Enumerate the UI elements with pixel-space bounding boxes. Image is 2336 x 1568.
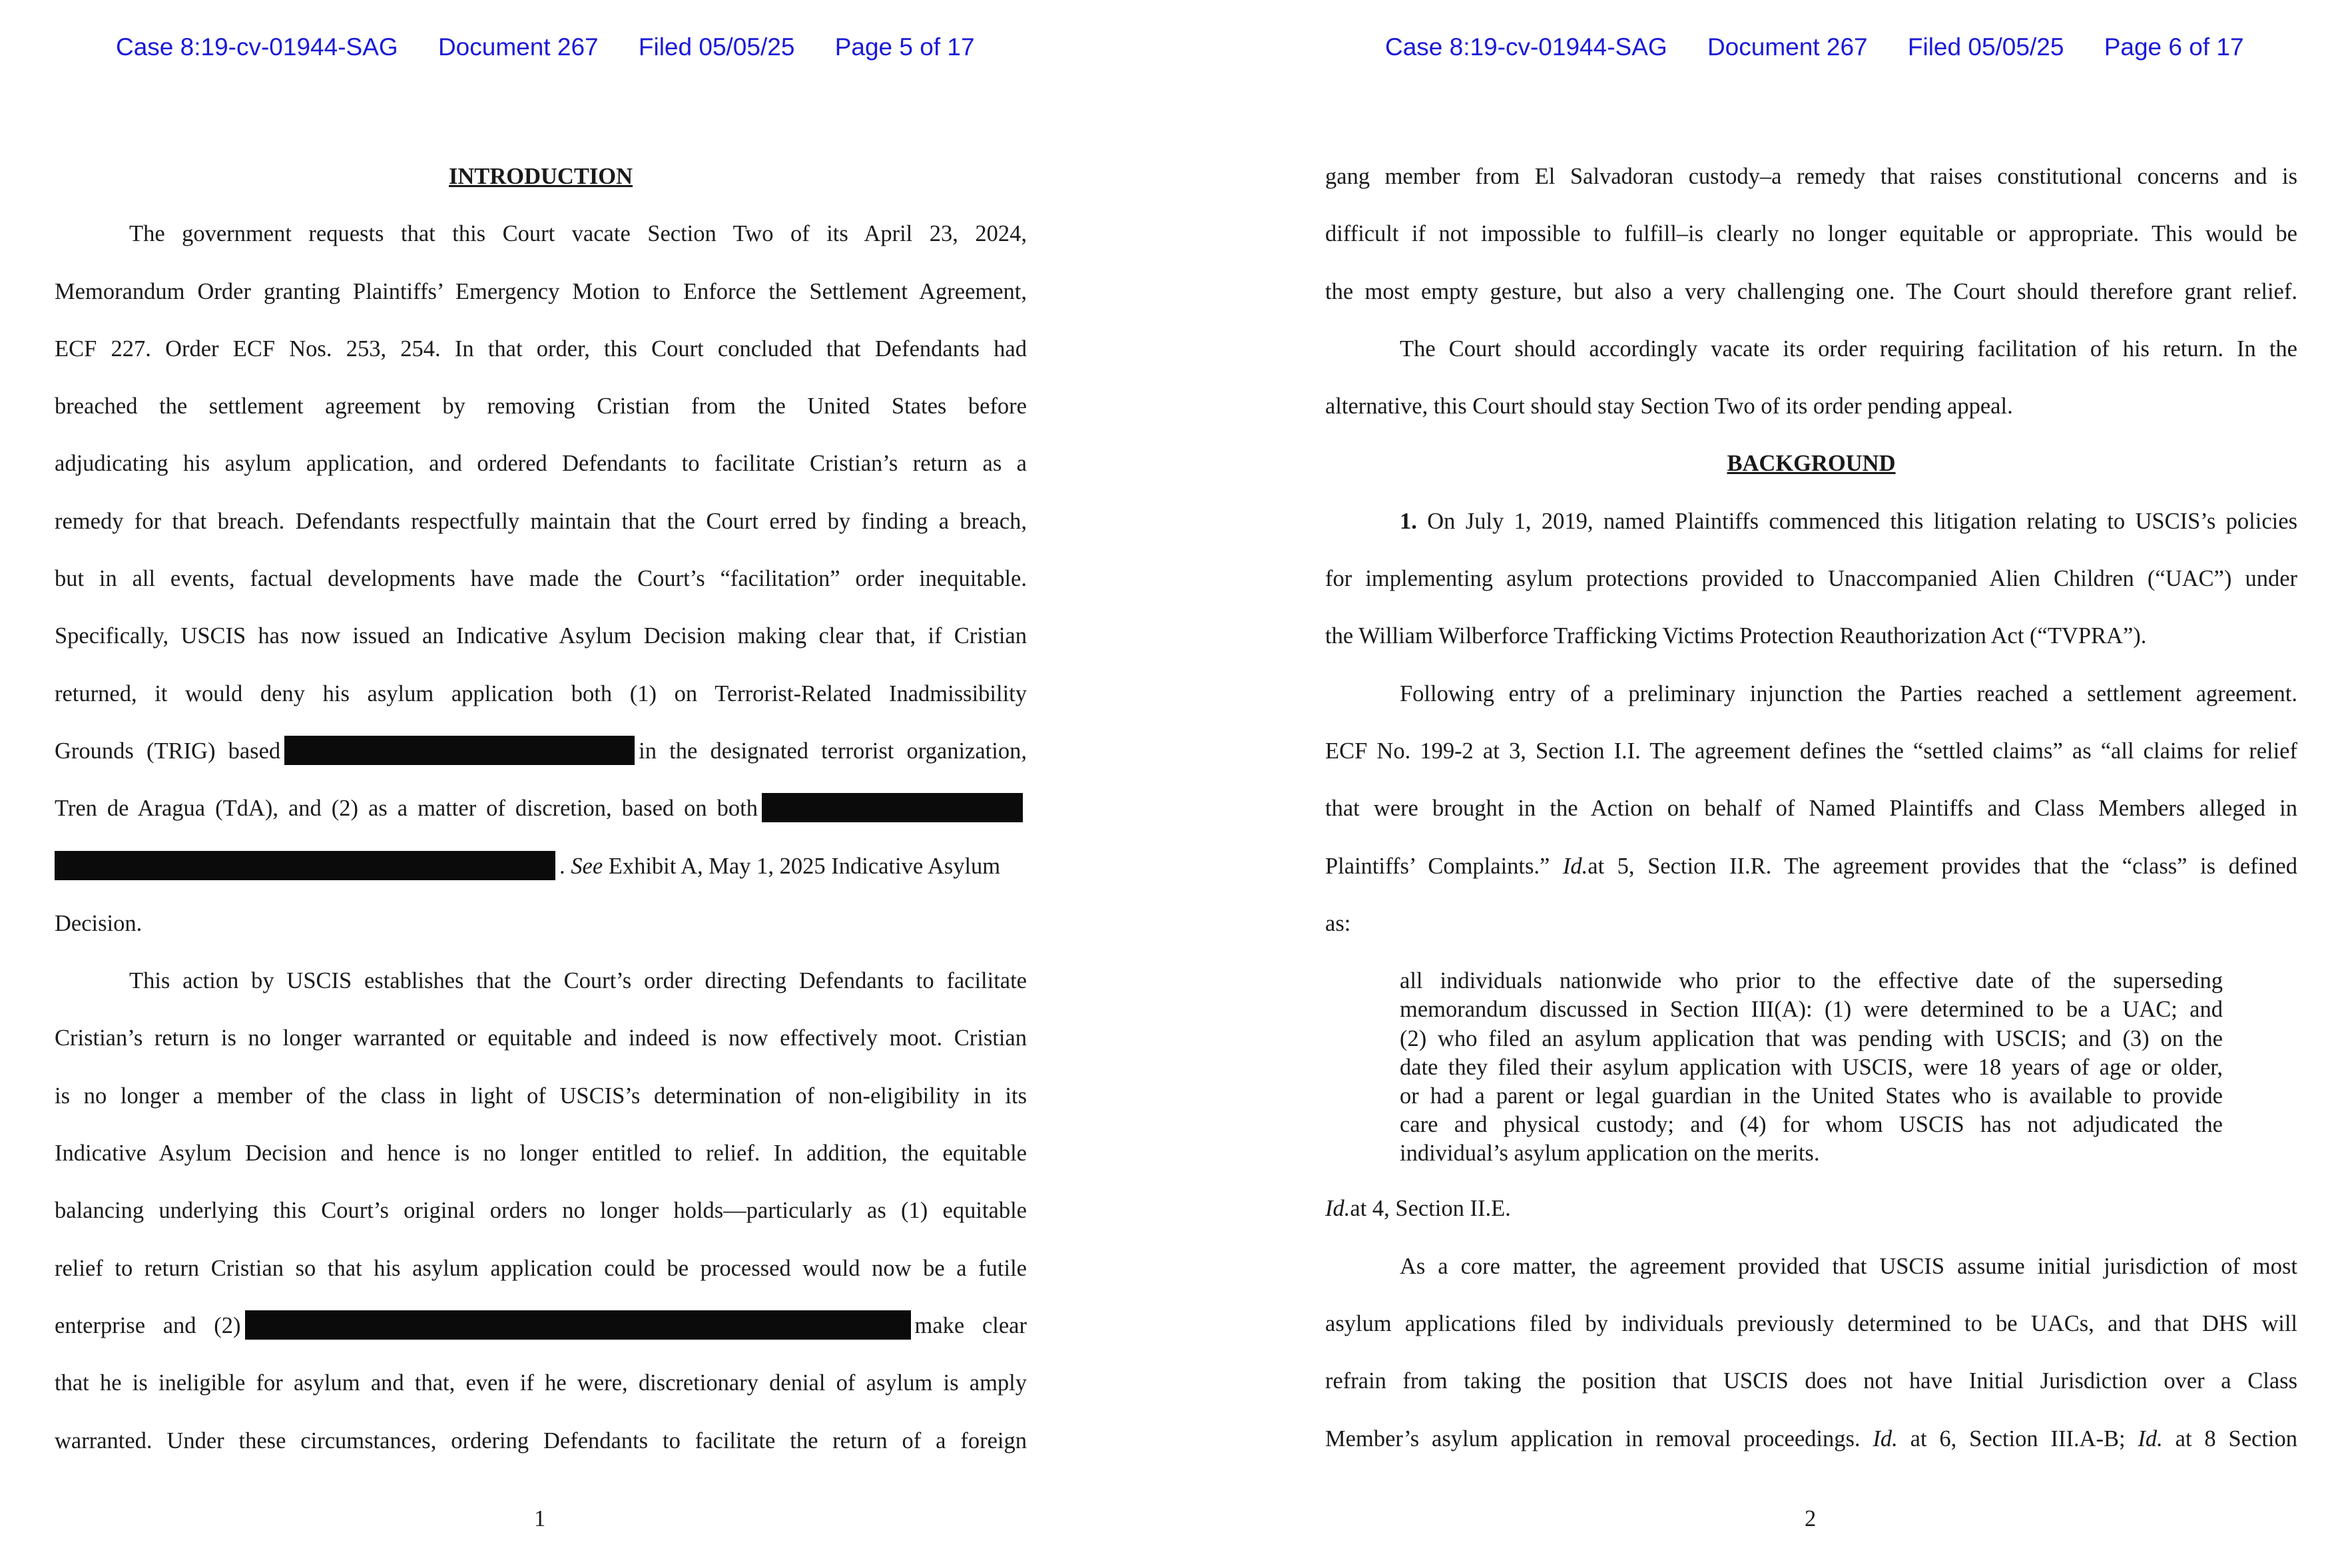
page-body xyxy=(55,148,1027,1469)
text-line: This action by USCIS establishes that the Court’s order directing Defendants to facilitate xyxy=(129,968,1027,994)
text-line: is no longer a member of the class in light of USCIS’s determination of non-eligibility in its xyxy=(55,1083,1027,1109)
text-line: As a core matter, the agreement provided that USCIS assume initial jurisdiction of most xyxy=(1400,1253,2297,1279)
document-number: Document 267 xyxy=(1707,33,1868,61)
text-line: Cristian’s return is no longer warranted or equitable and indeed is now effectively moot. Cristian xyxy=(55,1025,1027,1051)
filing-header xyxy=(1385,33,2244,73)
text-line: Id.at 4, Section II.E. xyxy=(1325,1196,1511,1222)
text-line: the William Wilberforce Trafficking Victims Protection Reauthorization Act (“TVPRA”). xyxy=(1325,623,2147,649)
text-line: Indicative Asylum Decision and hence is no longer entitled to relief. In addition, the equitable xyxy=(55,1141,1027,1167)
redaction-box xyxy=(762,793,1023,822)
text-line: Memorandum Order granting Plaintiffs’ Emergency Motion to Enforce the Settlement Agreement, xyxy=(55,278,1027,304)
section-heading: BACKGROUND xyxy=(1727,451,1896,477)
text-line: balancing underlying this Court’s original orders no longer holds—particularly as (1) equitable xyxy=(55,1198,1027,1224)
text-line: . See Exhibit A, May 1, 2025 Indicative Asylum xyxy=(55,838,1027,895)
text-line: The government requests that this Court vacate Section Two of its April 23, 2024, xyxy=(129,221,1027,247)
quote-line: care and physical custody; and (4) for whom USCIS has not adjudicated the xyxy=(1400,1112,2223,1138)
text-line: refrain from taking the position that USCIS does not have Initial Jurisdiction over a Class xyxy=(1325,1368,2297,1394)
text-line: Tren de Aragua (TdA), and (2) as a matter of discretion, based on both xyxy=(55,780,1027,837)
text-line: returned, it would deny his asylum application both (1) on Terrorist-Related Inadmissibility xyxy=(55,680,1027,706)
block-quote xyxy=(1400,967,2223,1168)
text-line: ECF 227. Order ECF Nos. 253, 254. In that order, this Court concluded that Defendants had xyxy=(55,336,1027,362)
text-line: that were brought in the Action on behalf of Named Plaintiffs and Class Members alleged in xyxy=(1325,796,2297,822)
text-line: asylum applications filed by individuals previously determined to be UACs, and that DHS will xyxy=(1325,1311,2297,1337)
text-line: Grounds (TRIG) based in the designated terrorist organization, xyxy=(55,722,1027,780)
text-line: warranted. Under these circumstances, ordering Defendants to facilitate the return of a foreign xyxy=(55,1428,1027,1453)
redaction-box xyxy=(245,1310,911,1340)
text-line: breached the settlement agreement by removing Cristian from the United States before xyxy=(55,393,1027,419)
filed-date: Filed 05/05/25 xyxy=(1907,33,2064,61)
page-right xyxy=(1168,0,2336,1568)
text-line: remedy for that breach. Defendants respectfully maintain that the Court erred by finding a breach, xyxy=(55,508,1027,534)
text-line: that he is ineligible for asylum and that, even if he were, discretionary denial of asylum is amply xyxy=(55,1370,1027,1396)
filing-header xyxy=(116,33,975,73)
text-line: relief to return Cristian so that his asylum application could be processed would now be a futile xyxy=(55,1255,1027,1281)
text-line: the most empty gesture, but also a very challenging one. The Court should therefore grant relief. xyxy=(1325,278,2297,304)
text-line: Specifically, USCIS has now issued an Indicative Asylum Decision making clear that, if Cristian xyxy=(55,623,1027,649)
text-line: 1. On July 1, 2019, named Plaintiffs commenced this litigation relating to USCIS’s policies xyxy=(1400,508,2297,534)
quote-line: (2) who filed an asylum application that was pending with USCIS; and (3) on the xyxy=(1400,1025,2223,1051)
document-number: Document 267 xyxy=(438,33,599,61)
case-number: Case 8:19-cv-01944-SAG xyxy=(1385,33,1667,61)
section-heading: INTRODUCTION xyxy=(448,164,633,189)
page-number: 2 xyxy=(1805,1506,1817,1531)
page-indicator: Page 6 of 17 xyxy=(2104,33,2244,61)
text-line: enterprise and (2) make clear xyxy=(55,1297,1027,1354)
quote-line: or had a parent or legal guardian in the United States who is available to provide xyxy=(1400,1083,2223,1109)
text-line: The Court should accordingly vacate its order requiring facilitation of his return. In the xyxy=(1400,336,2297,362)
text-line: Following entry of a preliminary injunction the Parties reached a settlement agreement. xyxy=(1400,680,2297,706)
text-line: adjudicating his asylum application, and ordered Defendants to facilitate Cristian’s return as a xyxy=(55,451,1027,477)
text-line: Member’s asylum application in removal proceedings. Id. at 6, Section III.A-B; Id. at 8 Section xyxy=(1325,1426,2297,1451)
text-line: gang member from El Salvadoran custody–a remedy that raises constitutional concerns and is xyxy=(1325,164,2297,189)
text-line: for implementing asylum protections provided to Unaccompanied Alien Children (“UAC”) under xyxy=(1325,566,2297,592)
page-indicator: Page 5 of 17 xyxy=(834,33,975,61)
text-line: alternative, this Court should stay Section Two of its order pending appeal. xyxy=(1325,393,2013,419)
filed-date: Filed 05/05/25 xyxy=(638,33,795,61)
case-number: Case 8:19-cv-01944-SAG xyxy=(116,33,398,61)
redaction-box xyxy=(284,736,635,765)
text-line: Plaintiffs’ Complaints.” Id.at 5, Section II.R. The agreement provides that the “class” is defined xyxy=(1325,853,2297,879)
text-line: ECF No. 199-2 at 3, Section I.I. The agreement defines the “settled claims” as “all claims for relief xyxy=(1325,738,2297,764)
quote-line: all individuals nationwide who prior to the effective date of the superseding xyxy=(1400,968,2223,994)
text-line: Decision. xyxy=(55,910,143,936)
text-line: but in all events, factual developments have made the Court’s “facilitation” order inequitable. xyxy=(55,566,1027,592)
page-body xyxy=(1325,148,2297,1467)
text-line: difficult if not impossible to fulfill–is clearly no longer equitable or appropriate. This would be xyxy=(1325,221,2297,247)
quote-line: memorandum discussed in Section III(A): (1) were determined to be a UAC; and xyxy=(1400,997,2223,1023)
redaction-box xyxy=(55,851,555,880)
text-line: as: xyxy=(1325,910,1351,936)
page-number: 1 xyxy=(534,1506,546,1531)
quote-line: individual’s asylum application on the merits. xyxy=(1400,1141,1820,1167)
paragraph-number: 1. xyxy=(1400,508,1417,534)
quote-line: date they filed their asylum application with USCIS, were 18 years of age or older, xyxy=(1400,1054,2223,1080)
